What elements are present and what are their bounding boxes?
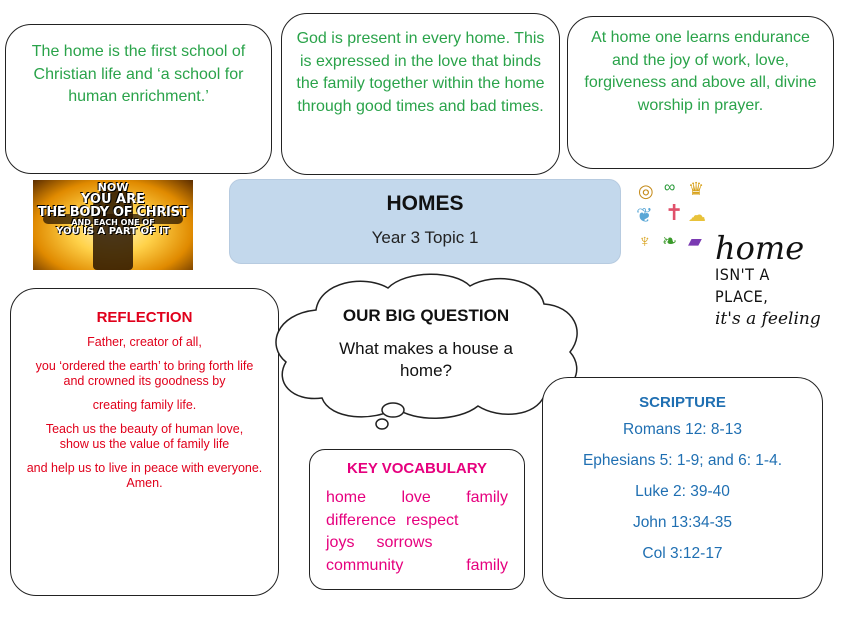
scripture-heading: SCRIPTURE [639, 394, 726, 411]
home-first-school-text: The home is the first school of Christian life and ‘a school for human enrichment.’ [31, 43, 246, 105]
reflection-line: you ‘ordered the earth’ to bring forth life [35, 359, 254, 373]
home-first-school-box [5, 24, 272, 174]
boc-line-2: YOU ARE [80, 192, 146, 207]
home-learns-box [567, 16, 834, 169]
vocab-word: love [401, 489, 431, 506]
reflection-heading: REFLECTION [96, 309, 193, 326]
reflection-line: Teach us the beauty of human love, [45, 422, 244, 436]
home-learns-text: At home one learns endurance and the joy of work, love, forgiveness and above all, divine worship in prayer. [584, 29, 817, 114]
body-of-christ-image [33, 180, 193, 270]
boc-line-3: THE BODY OF CHRIST [37, 205, 189, 220]
vocab-word: joys [326, 534, 355, 551]
big-question-text: What makes a house a home? [339, 339, 513, 380]
vocab-row [326, 510, 508, 533]
home-quote-line-2: ISN'T A PLACE, [715, 265, 770, 306]
home-quote-image [715, 229, 825, 337]
scripture-box [542, 377, 823, 599]
reflection-line: Amen. [126, 476, 163, 490]
reflection-line: and crowned its goodness by [63, 374, 226, 388]
scripture-ref: John 13:34-35 [632, 514, 733, 531]
fish-icon: ∞ [664, 179, 676, 196]
vocab-row [326, 555, 508, 578]
god-present-text: God is present in every home. This is expressed in the love that binds the family together within the home through good times and bad times. [296, 30, 545, 115]
vocab-word: sorrows [376, 534, 433, 551]
key-vocabulary-heading: KEY VOCABULARY [346, 460, 488, 477]
reflection-box [10, 288, 279, 596]
big-question-heading: OUR BIG QUESTION [342, 306, 510, 325]
home-quote-line-1: home [715, 229, 805, 267]
scripture-ref: Ephesians 5: 1-9; and 6: 1-4. [582, 452, 783, 469]
page-subtitle: Year 3 Topic 1 [371, 228, 479, 247]
vocab-row [326, 532, 508, 555]
title-box [229, 179, 621, 264]
boc-line-5: YOU IS A PART OF IT [56, 226, 170, 237]
crown-icon: ♛ [688, 179, 705, 199]
scripture-ref: Romans 12: 8-13 [623, 421, 742, 438]
god-present-box [281, 13, 560, 175]
scripture-ref: Col 3:12-17 [642, 545, 723, 562]
crown-of-thorns-icon: ◎ [638, 181, 654, 201]
reflection-line: creating family life. [92, 398, 197, 412]
vocab-word: family [466, 489, 508, 506]
lamb-icon: ☁ [688, 205, 706, 225]
page-title: HOMES [386, 192, 464, 215]
vocab-word: community [326, 556, 404, 574]
vocab-word: home [326, 489, 367, 506]
home-quote-line-3: it's a feeling [715, 309, 821, 329]
reflection-line: Father, creator of all, [87, 335, 202, 349]
boc-line-4: AND EACH ONE OF [71, 218, 155, 227]
scripture-ref: Luke 2: 39-40 [635, 483, 730, 500]
vocab-row [326, 487, 508, 510]
boc-line-1: NOW [97, 181, 129, 194]
key-vocabulary-box [309, 449, 525, 590]
vocab-word: difference [326, 511, 396, 529]
bible-icon: ▰ [688, 231, 702, 251]
reflection-line: show us the value of family life [59, 437, 230, 451]
vocab-word: family [466, 556, 508, 574]
reflection-line: and help us to live in peace with everyone. [26, 461, 263, 475]
cross-icon: ✝ [665, 200, 684, 225]
big-question-cloud [268, 270, 584, 420]
dove-icon: ❦ [636, 205, 653, 227]
palm-icon: ❧ [662, 231, 678, 251]
chalice-icon: ♆ [638, 231, 652, 251]
christian-symbols-image [634, 180, 710, 258]
vocab-word: respect [405, 511, 459, 529]
